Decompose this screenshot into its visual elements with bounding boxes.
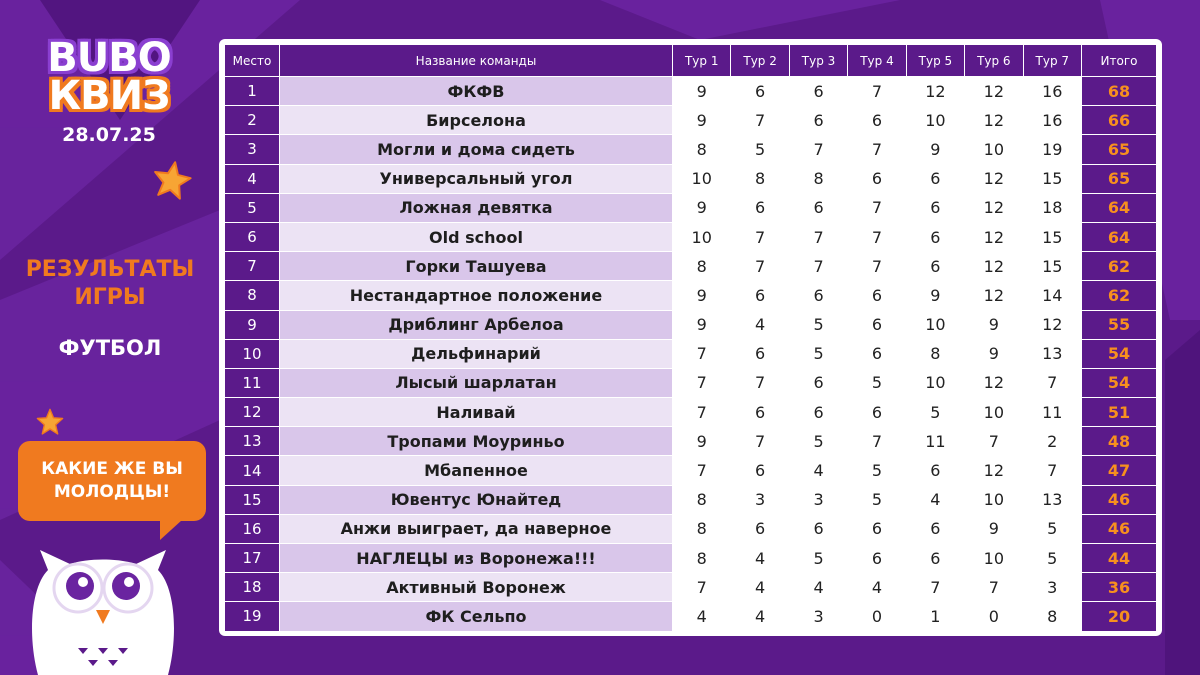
tour-4-score-cell: 5 [848,486,905,514]
tour-7-score-cell: 12 [1024,311,1081,339]
header-tour-7: Тур 7 [1024,45,1081,76]
table-row [225,456,1156,484]
team-name-cell: Лысый шарлатан [280,369,672,397]
table-row [225,486,1156,514]
game-date: 28.07.25 [62,124,156,146]
tour-1-score-cell: 7 [673,398,730,426]
tour-7-score-cell: 7 [1024,369,1081,397]
tour-6-score-cell: 7 [965,427,1022,455]
sport-title: ФУТБОЛ [58,336,162,360]
total-score-cell: 47 [1082,456,1156,484]
tour-5-score-cell: 11 [907,427,964,455]
tour-5-score-cell: 6 [907,515,964,543]
tour-6-score-cell: 10 [965,398,1022,426]
tour-7-score-cell: 19 [1024,135,1081,163]
tour-6-score-cell: 10 [965,135,1022,163]
tour-1-score-cell: 8 [673,515,730,543]
tour-1-score-cell: 7 [673,456,730,484]
tour-5-score-cell: 6 [907,544,964,572]
tour-5-score-cell: 10 [907,369,964,397]
tour-7-score-cell: 7 [1024,456,1081,484]
tour-2-score-cell: 5 [731,135,788,163]
table-header-row [225,45,1156,76]
tour-2-score-cell: 7 [731,369,788,397]
tour-6-score-cell: 12 [965,281,1022,309]
tour-5-score-cell: 9 [907,281,964,309]
tour-1-score-cell: 9 [673,194,730,222]
place-cell: 2 [225,106,279,134]
tour-7-score-cell: 5 [1024,544,1081,572]
bubo-logo [44,35,174,146]
table-row [225,77,1156,105]
tour-4-score-cell: 6 [848,311,905,339]
praise-bubble [18,441,206,521]
total-score-cell: 54 [1082,369,1156,397]
tour-1-score-cell: 7 [673,340,730,368]
tour-1-score-cell: 10 [673,165,730,193]
bubble-tail [160,520,182,540]
total-score-cell: 62 [1082,252,1156,280]
table-row [225,602,1156,630]
table-row [225,369,1156,397]
tour-6-score-cell: 10 [965,544,1022,572]
tour-2-score-cell: 4 [731,311,788,339]
table-row [225,223,1156,251]
tour-1-score-cell: 7 [673,369,730,397]
tour-5-score-cell: 6 [907,252,964,280]
tour-1-score-cell: 4 [673,602,730,630]
tour-4-score-cell: 6 [848,544,905,572]
tour-7-score-cell: 16 [1024,77,1081,105]
place-cell: 16 [225,515,279,543]
tour-3-score-cell: 3 [790,602,847,630]
tour-2-score-cell: 7 [731,106,788,134]
tour-2-score-cell: 3 [731,486,788,514]
total-score-cell: 44 [1082,544,1156,572]
total-score-cell: 54 [1082,340,1156,368]
small-star-icon [36,408,64,436]
tour-6-score-cell: 12 [965,194,1022,222]
tour-4-score-cell: 6 [848,515,905,543]
table-row [225,281,1156,309]
tour-4-score-cell: 6 [848,106,905,134]
tour-4-score-cell: 7 [848,194,905,222]
tour-4-score-cell: 6 [848,398,905,426]
tour-7-score-cell: 15 [1024,252,1081,280]
tour-1-score-cell: 9 [673,106,730,134]
tour-2-score-cell: 6 [731,340,788,368]
tour-5-score-cell: 1 [907,602,964,630]
tour-4-score-cell: 7 [848,135,905,163]
tour-7-score-cell: 11 [1024,398,1081,426]
table-row [225,252,1156,280]
tour-1-score-cell: 8 [673,252,730,280]
tour-7-score-cell: 3 [1024,573,1081,601]
place-cell: 19 [225,602,279,630]
place-cell: 9 [225,311,279,339]
table-row [225,427,1156,455]
total-score-cell: 66 [1082,106,1156,134]
team-name-cell: Наливай [280,398,672,426]
table-body [225,77,1156,631]
place-cell: 12 [225,398,279,426]
tour-6-score-cell: 12 [965,77,1022,105]
team-name-cell: Old school [280,223,672,251]
star-icon [152,160,192,200]
tour-3-score-cell: 6 [790,77,847,105]
tour-7-score-cell: 13 [1024,340,1081,368]
tour-2-score-cell: 6 [731,515,788,543]
tour-3-score-cell: 5 [790,544,847,572]
table-row [225,340,1156,368]
tour-1-score-cell: 8 [673,135,730,163]
tour-1-score-cell: 9 [673,77,730,105]
total-score-cell: 46 [1082,486,1156,514]
table-row [225,515,1156,543]
place-cell: 10 [225,340,279,368]
tour-4-score-cell: 5 [848,369,905,397]
tour-5-score-cell: 8 [907,340,964,368]
tour-6-score-cell: 10 [965,486,1022,514]
results-line-1: РЕЗУЛЬТАТЫ [25,257,195,282]
place-cell: 17 [225,544,279,572]
tour-2-score-cell: 6 [731,77,788,105]
tour-3-score-cell: 4 [790,573,847,601]
header-tour-4: Тур 4 [848,45,905,76]
tour-6-score-cell: 12 [965,223,1022,251]
tour-3-score-cell: 6 [790,398,847,426]
place-cell: 18 [225,573,279,601]
tour-3-score-cell: 6 [790,515,847,543]
tour-6-score-cell: 12 [965,369,1022,397]
tour-6-score-cell: 12 [965,165,1022,193]
team-name-cell: Тропами Моуриньо [280,427,672,455]
place-cell: 3 [225,135,279,163]
total-score-cell: 51 [1082,398,1156,426]
tour-3-score-cell: 5 [790,427,847,455]
total-score-cell: 64 [1082,194,1156,222]
team-name-cell: Бирселона [280,106,672,134]
tour-4-score-cell: 0 [848,602,905,630]
tour-5-score-cell: 10 [907,311,964,339]
place-cell: 4 [225,165,279,193]
header-total: Итого [1082,45,1156,76]
total-score-cell: 48 [1082,427,1156,455]
total-score-cell: 55 [1082,311,1156,339]
tour-5-score-cell: 6 [907,165,964,193]
tour-1-score-cell: 9 [673,311,730,339]
results-table [224,44,1157,632]
header-tour-6: Тур 6 [965,45,1022,76]
place-cell: 5 [225,194,279,222]
logo-line-bubo: BUBO [47,35,171,81]
place-cell: 6 [225,223,279,251]
total-score-cell: 65 [1082,165,1156,193]
tour-1-score-cell: 9 [673,281,730,309]
tour-5-score-cell: 7 [907,573,964,601]
tour-7-score-cell: 15 [1024,165,1081,193]
header-tour-2: Тур 2 [731,45,788,76]
tour-3-score-cell: 5 [790,340,847,368]
header-place: Место [225,45,279,76]
place-cell: 14 [225,456,279,484]
tour-6-score-cell: 9 [965,311,1022,339]
team-name-cell: Дельфинарий [280,340,672,368]
praise-line-2: МОЛОДЦЫ! [53,482,171,502]
tour-3-score-cell: 4 [790,456,847,484]
results-table-container [219,39,1162,636]
tour-7-score-cell: 13 [1024,486,1081,514]
tour-3-score-cell: 7 [790,252,847,280]
tour-7-score-cell: 16 [1024,106,1081,134]
praise-line-1: КАКИЕ ЖЕ ВЫ [41,459,183,479]
tour-6-score-cell: 9 [965,515,1022,543]
results-heading [10,256,210,312]
place-cell: 1 [225,77,279,105]
total-score-cell: 36 [1082,573,1156,601]
team-name-cell: Горки Ташуева [280,252,672,280]
tour-7-score-cell: 2 [1024,427,1081,455]
team-name-cell: Ювентус Юнайтед [280,486,672,514]
team-name-cell: Могли и дома сидеть [280,135,672,163]
tour-5-score-cell: 6 [907,223,964,251]
logo-line-kviz: КВИЗ [48,73,170,119]
header-tour-3: Тур 3 [790,45,847,76]
header-team: Название команды [280,45,672,76]
tour-3-score-cell: 6 [790,106,847,134]
team-name-cell: Мбапенное [280,456,672,484]
tour-2-score-cell: 7 [731,252,788,280]
place-cell: 11 [225,369,279,397]
table-row [225,194,1156,222]
tour-4-score-cell: 6 [848,165,905,193]
results-line-2: ИГРЫ [74,285,146,310]
tour-5-score-cell: 6 [907,194,964,222]
table-row [225,106,1156,134]
team-name-cell: НАГЛЕЦЫ из Воронежа!!! [280,544,672,572]
place-cell: 8 [225,281,279,309]
tour-2-score-cell: 8 [731,165,788,193]
tour-6-score-cell: 0 [965,602,1022,630]
total-score-cell: 64 [1082,223,1156,251]
team-name-cell: Универсальный угол [280,165,672,193]
tour-2-score-cell: 4 [731,573,788,601]
tour-1-score-cell: 7 [673,573,730,601]
tour-2-score-cell: 6 [731,398,788,426]
tour-6-score-cell: 12 [965,252,1022,280]
header-tour-5: Тур 5 [907,45,964,76]
team-name-cell: Активный Воронеж [280,573,672,601]
team-name-cell: Ложная девятка [280,194,672,222]
tour-6-score-cell: 12 [965,456,1022,484]
total-score-cell: 65 [1082,135,1156,163]
tour-2-score-cell: 4 [731,602,788,630]
place-cell: 13 [225,427,279,455]
tour-3-score-cell: 7 [790,223,847,251]
tour-3-score-cell: 6 [790,194,847,222]
tour-6-score-cell: 7 [965,573,1022,601]
tour-3-score-cell: 6 [790,369,847,397]
team-name-cell: ФКФВ [280,77,672,105]
tour-2-score-cell: 6 [731,456,788,484]
team-name-cell: Дриблинг Арбелоа [280,311,672,339]
tour-5-score-cell: 9 [907,135,964,163]
tour-5-score-cell: 12 [907,77,964,105]
place-cell: 7 [225,252,279,280]
tour-3-score-cell: 7 [790,135,847,163]
tour-5-score-cell: 10 [907,106,964,134]
team-name-cell: Анжи выиграет, да наверное [280,515,672,543]
table-row [225,311,1156,339]
tour-1-score-cell: 8 [673,486,730,514]
table-row [225,165,1156,193]
total-score-cell: 62 [1082,281,1156,309]
tour-2-score-cell: 6 [731,194,788,222]
tour-4-score-cell: 5 [848,456,905,484]
tour-5-score-cell: 5 [907,398,964,426]
tour-3-score-cell: 6 [790,281,847,309]
table-row [225,544,1156,572]
tour-7-score-cell: 8 [1024,602,1081,630]
tour-4-score-cell: 7 [848,77,905,105]
tour-3-score-cell: 5 [790,311,847,339]
tour-7-score-cell: 14 [1024,281,1081,309]
tour-4-score-cell: 4 [848,573,905,601]
table-row [225,398,1156,426]
tour-4-score-cell: 7 [848,252,905,280]
tour-6-score-cell: 12 [965,106,1022,134]
tour-2-score-cell: 7 [731,427,788,455]
tour-5-score-cell: 4 [907,486,964,514]
tour-6-score-cell: 9 [965,340,1022,368]
owl-mascot-icon [18,548,188,675]
tour-7-score-cell: 15 [1024,223,1081,251]
header-tour-1: Тур 1 [673,45,730,76]
team-name-cell: ФК Сельпо [280,602,672,630]
tour-1-score-cell: 9 [673,427,730,455]
table-row [225,573,1156,601]
table-row [225,135,1156,163]
team-name-cell: Нестандартное положение [280,281,672,309]
place-cell: 15 [225,486,279,514]
total-score-cell: 20 [1082,602,1156,630]
tour-7-score-cell: 18 [1024,194,1081,222]
tour-4-score-cell: 6 [848,340,905,368]
tour-2-score-cell: 6 [731,281,788,309]
tour-1-score-cell: 10 [673,223,730,251]
tour-5-score-cell: 6 [907,456,964,484]
tour-2-score-cell: 7 [731,223,788,251]
tour-4-score-cell: 6 [848,281,905,309]
tour-1-score-cell: 8 [673,544,730,572]
total-score-cell: 46 [1082,515,1156,543]
tour-2-score-cell: 4 [731,544,788,572]
tour-7-score-cell: 5 [1024,515,1081,543]
tour-4-score-cell: 7 [848,223,905,251]
tour-3-score-cell: 8 [790,165,847,193]
tour-3-score-cell: 3 [790,486,847,514]
tour-4-score-cell: 7 [848,427,905,455]
total-score-cell: 68 [1082,77,1156,105]
